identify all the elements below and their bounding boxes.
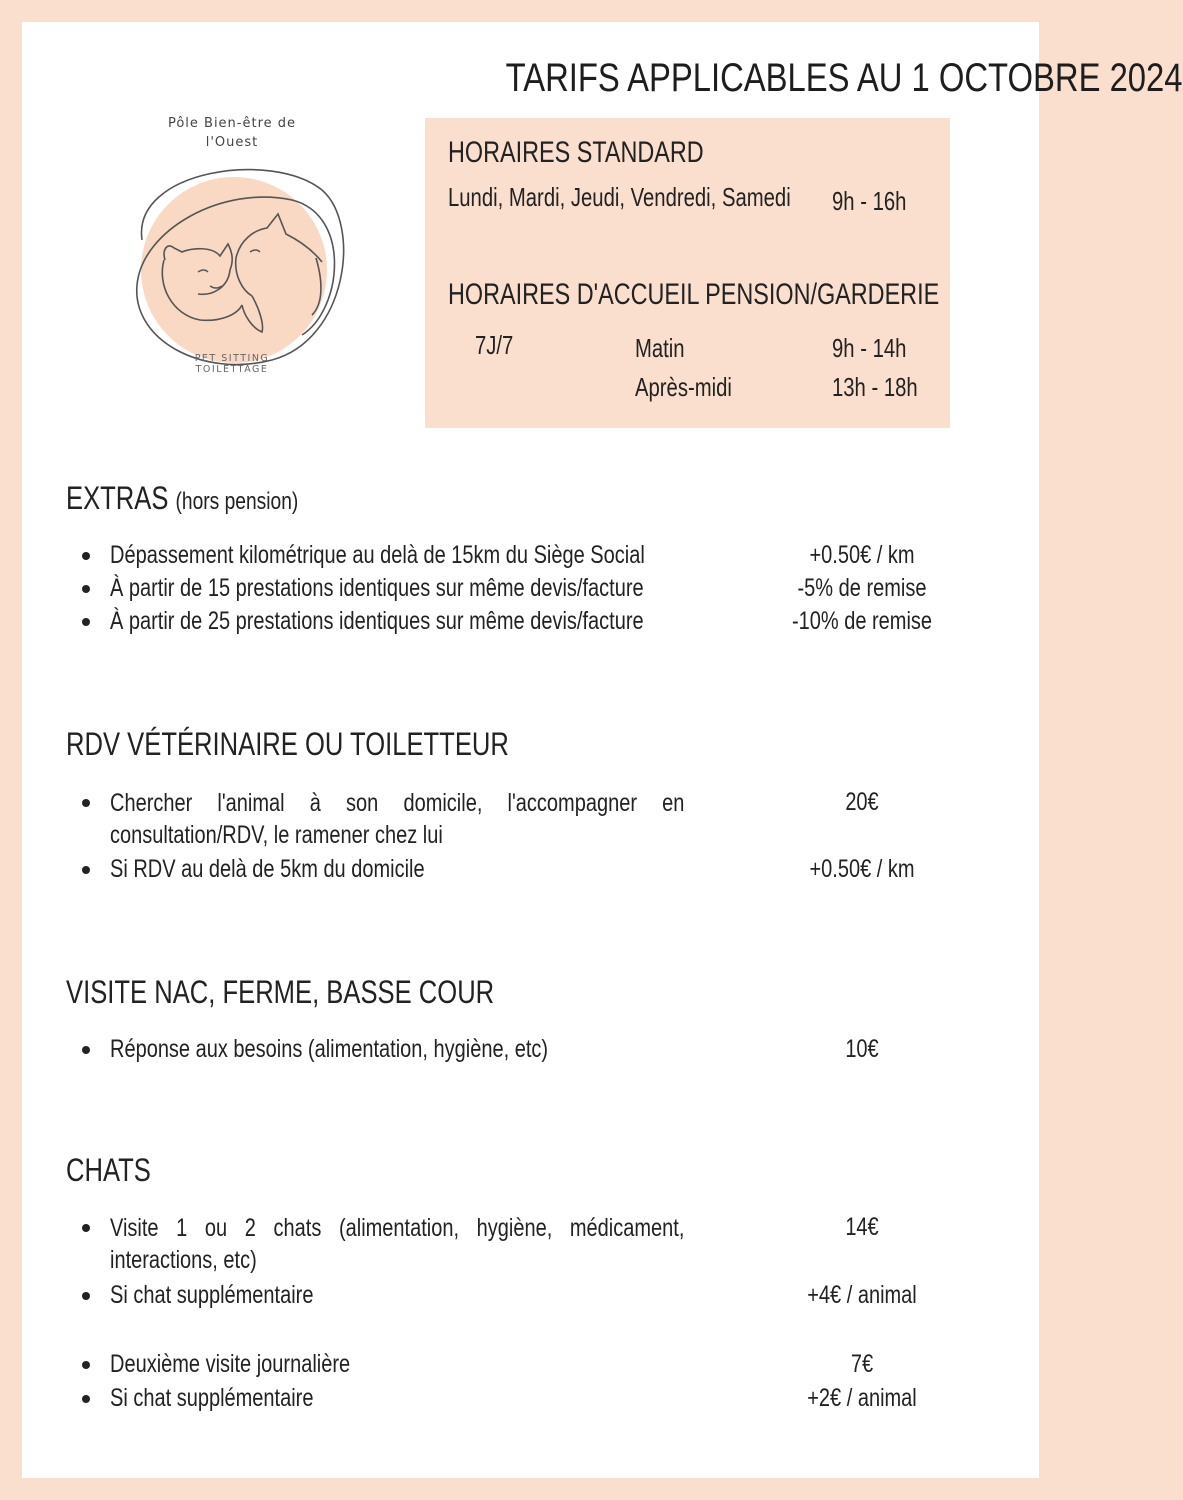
item-text: Réponse aux besoins (alimentation, hygiène, etc)	[110, 1035, 549, 1063]
section-title-rdv: RDV VÉTÉRINAIRE OU TOILETTEUR	[66, 726, 509, 762]
item-text: Si chat supplémentaire	[110, 1281, 314, 1309]
item-price: -10% de remise	[791, 607, 933, 635]
item-text: Visite 1 ou 2 chats (alimentation, hygiène, médicament, interactions, etc)	[110, 1214, 685, 1274]
item-text: À partir de 25 prestations identiques sur même devis/facture	[110, 607, 644, 635]
pension-hours-title: HORAIRES D'ACCUEIL PENSION/GARDERIE	[448, 278, 940, 311]
bullet-icon	[82, 1361, 90, 1369]
afternoon-label: Après-midi	[635, 372, 732, 402]
bullet-icon	[82, 1395, 90, 1403]
item-price: +4€ / animal	[807, 1281, 917, 1309]
standard-hours-title: HORAIRES STANDARD	[448, 136, 704, 169]
item-price: 14€	[845, 1213, 879, 1241]
morning-label: Matin	[635, 333, 685, 363]
section-title-nac: VISITE NAC, FERME, BASSE COUR	[66, 974, 495, 1010]
logo-name-line1: Pôle Bien-être de	[167, 116, 297, 131]
morning-time: 9h - 14h	[832, 333, 907, 363]
item-text: Deuxième visite journalière	[110, 1350, 351, 1378]
item-text: Chercher l'animal à son domicile, l'accompagner en consultation/RDV, le ramener chez lui	[110, 789, 685, 849]
item-price: +2€ / animal	[807, 1384, 917, 1412]
bullet-icon	[82, 1224, 90, 1232]
bullet-icon	[82, 618, 90, 626]
item-text: Si RDV au delà de 5km du domicile	[110, 855, 425, 883]
bullet-icon	[82, 1292, 90, 1300]
price-sheet	[22, 22, 1183, 1478]
item-price: 10€	[845, 1035, 879, 1063]
afternoon-time: 13h - 18h	[832, 372, 918, 402]
extras-subtitle: (hors pension)	[175, 488, 299, 515]
standard-hours-days: Lundi, Mardi, Jeudi, Vendredi, Samedi	[448, 182, 791, 212]
item-price: 20€	[845, 788, 879, 816]
pension-hours-days: 7J/7	[475, 330, 514, 360]
item-price: +0.50€ / km	[809, 855, 915, 883]
logo-tagline-line2: TOILETTAGE	[195, 364, 269, 375]
item-price: +0.50€ / km	[809, 541, 915, 569]
logo	[102, 110, 362, 410]
extras-title: EXTRAS	[66, 480, 169, 516]
logo-name-line2: l'Ouest	[205, 135, 259, 150]
bullet-icon	[82, 799, 90, 807]
bullet-icon	[82, 585, 90, 593]
item-price: 7€	[850, 1350, 874, 1378]
bullet-icon	[82, 552, 90, 560]
section-title-chats: CHATS	[66, 1152, 151, 1188]
page-title: TARIFS APPLICABLES AU 1 OCTOBRE 2024	[505, 56, 1183, 100]
standard-hours-time: 9h - 16h	[832, 186, 907, 216]
item-text: Dépassement kilométrique au delà de 15km du Siège Social	[110, 541, 645, 569]
item-text: Si chat supplémentaire	[110, 1384, 314, 1412]
hours-box	[425, 118, 950, 428]
logo-tagline	[102, 353, 362, 375]
bullet-icon	[82, 1046, 90, 1054]
item-text: À partir de 15 prestations identiques sur même devis/facture	[110, 574, 644, 602]
section-title-extras	[66, 480, 298, 517]
item-price: -5% de remise	[797, 574, 927, 602]
bullet-icon	[82, 866, 90, 874]
logo-tagline-line1: PET SITTING	[194, 353, 270, 364]
